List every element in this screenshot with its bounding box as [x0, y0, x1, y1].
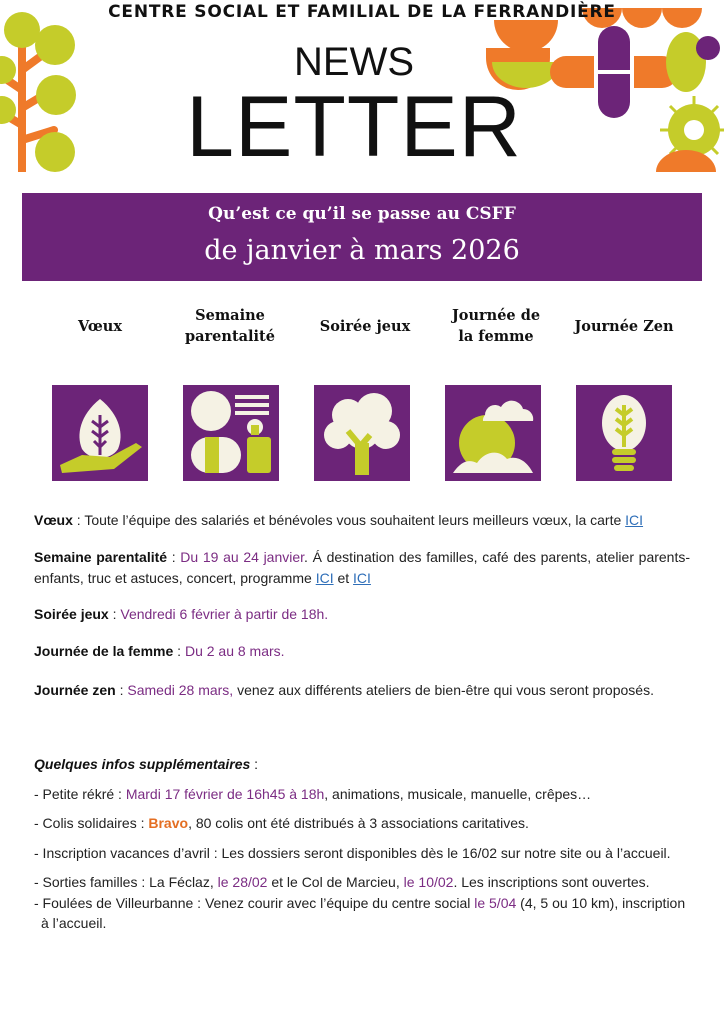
detail-voeux-text: Toute l’équipe des salariés et bénévoles vous souhaitent leurs meilleurs vœux, la carte	[84, 512, 626, 528]
rekre-text: , animations, musicale, manuelle, crêpes…	[324, 786, 592, 802]
detail-semaine-date: Du 19 au 24 janvier	[180, 549, 305, 565]
sorties-text: . Les inscriptions sont ouvertes.	[453, 874, 650, 890]
detail-zen	[34, 680, 690, 701]
detail-soiree	[34, 604, 690, 625]
detail-zen-text: venez aux différents ateliers de bien-être qui vous seront proposés.	[233, 682, 654, 698]
event-label-soiree	[300, 316, 430, 337]
extra-info-title	[34, 756, 258, 772]
colis-text: , 80 colis ont été distribués à 3 associations caritatives.	[188, 815, 529, 831]
family-icon	[183, 385, 279, 481]
and: et	[333, 570, 354, 586]
info-item-vacances	[34, 843, 694, 863]
foulees-line2: à l’accueil.	[41, 915, 107, 931]
detail-semaine-text: . Á destination des familles, café des parents, atelier parents-enfants, truc et astuces, concert, programme	[34, 549, 691, 586]
detail-semaine-title: Semaine parentalité	[34, 549, 168, 565]
rekre-date: Mardi 17 février de 16h45 à 18h	[125, 786, 325, 802]
lightbulb-icon	[576, 385, 672, 481]
sep: :	[173, 643, 185, 659]
info-item-colis	[34, 813, 694, 833]
foulees-text: (4, 5 ou 10 km), inscription	[516, 895, 686, 911]
sorties-date-1: le 28/02	[217, 874, 268, 890]
tree-icon	[314, 385, 410, 481]
detail-zen-title: Journée zen	[34, 682, 116, 698]
sep: :	[72, 512, 85, 528]
newsletter-letter-title: LETTER	[186, 79, 522, 175]
detail-femme-title: Journée de la femme	[34, 643, 174, 659]
programme-link-1[interactable]: ICI	[315, 570, 334, 586]
detail-soiree-date: Vendredi 6 février à partir de 18h.	[120, 606, 329, 622]
event-label-zen-text: Journée Zen	[574, 318, 674, 335]
organization-name: CENTRE SOCIAL ET FAMILIAL DE LA FERRANDIÈRE	[108, 2, 616, 22]
detail-femme	[34, 641, 690, 662]
banner-title: de janvier à mars 2026	[204, 235, 520, 266]
info-item-sorties	[34, 872, 694, 892]
info-item-rekre	[34, 784, 694, 804]
detail-voeux-title: Vœux	[34, 512, 73, 528]
foulees-label: - Foulées de Villeurbanne : Venez courir avec l’équipe du centre social	[34, 895, 475, 911]
detail-zen-date: Samedi 28 mars,	[127, 682, 234, 698]
foulees-date: le 5/04	[474, 895, 517, 911]
programme-link-2[interactable]: ICI	[353, 570, 371, 586]
event-label-femme-line2: la femme	[458, 328, 534, 345]
colis-highlight: Bravo	[148, 815, 189, 831]
detail-semaine	[34, 547, 690, 589]
detail-femme-date: Du 2 au 8 mars.	[184, 643, 285, 659]
info-item-foulees	[34, 893, 694, 933]
extra-info-title-suffix: :	[250, 756, 259, 772]
period-banner	[22, 193, 702, 281]
sep: :	[167, 549, 181, 565]
event-label-semaine-line2: parentalité	[185, 328, 275, 345]
detail-soiree-title: Soirée jeux	[34, 606, 109, 622]
event-label-soiree-text: Soirée jeux	[319, 318, 411, 335]
event-label-voeux	[35, 316, 165, 337]
event-label-zen	[559, 316, 689, 337]
leaf-hand-icon	[52, 385, 148, 481]
extra-info-title-text: Quelques infos supplémentaires	[34, 756, 251, 772]
event-label-femme	[431, 305, 561, 347]
colis-label: - Colis solidaires :	[34, 815, 149, 831]
event-label-semaine	[165, 305, 295, 347]
sep: :	[115, 682, 128, 698]
event-label-voeux-text: Vœux	[77, 318, 122, 335]
vacances-text: - Inscription vacances d’avril : Les dossiers seront disponibles dès le 16/02 sur notre site ou à l’accueil.	[34, 845, 671, 861]
voeux-card-link[interactable]: ICI	[625, 512, 644, 528]
sorties-date-2: le 10/02	[403, 874, 454, 890]
event-label-femme-line1: Journée de	[451, 307, 541, 324]
event-label-semaine-line1: Semaine	[195, 307, 265, 324]
sep: :	[108, 606, 121, 622]
detail-voeux	[34, 510, 690, 531]
sorties-mid: et le Col de Marcieu,	[267, 874, 404, 890]
sorties-label: - Sorties familles : La Féclaz,	[34, 874, 218, 890]
newsletter-news-title: NEWS	[294, 40, 414, 84]
banner-subtitle: Qu’est ce qu’il se passe au CSFF	[208, 204, 516, 224]
sun-cloud-icon	[445, 385, 541, 481]
rekre-label: - Petite rékré :	[34, 786, 126, 802]
